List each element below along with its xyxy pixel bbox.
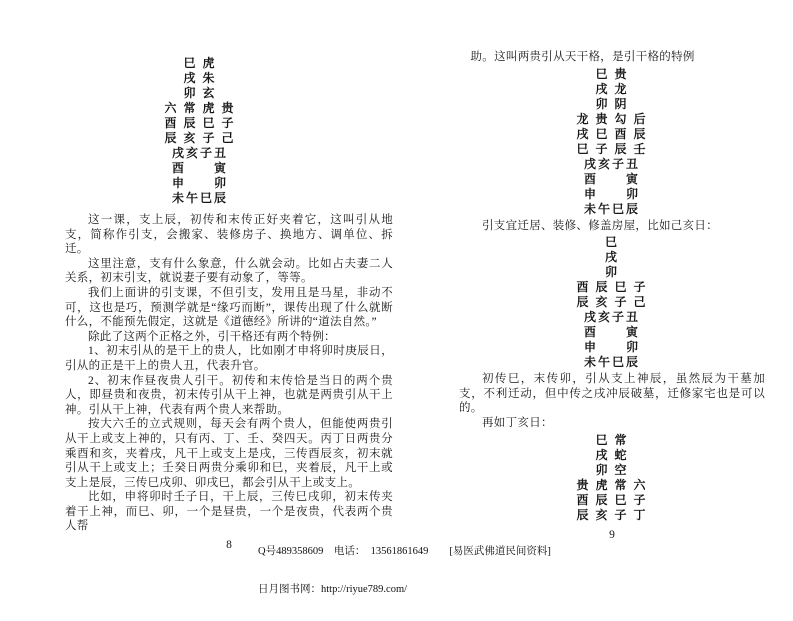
chart-row: 巳 子 辰 壬: [576, 141, 648, 156]
chart-row: 申 卯: [171, 176, 228, 190]
paragraph: 这一课，支上辰，初传和末传正好夹着它，这叫引从地支，简称作引支，会搬家、装修房子、换地方、调单位、拆迁。: [65, 214, 393, 256]
chart-row: 酉 辰 巳 子: [164, 116, 236, 130]
paragraph: 2、初末作昼夜贵人引干。初传和末传恰是当日的两个贵人，即昼贵和夜贵，初末传引从干上神，也就是两贵引从干上神。引从干上神，代表有两个贵人来帮助。: [65, 374, 393, 416]
liuren-chart-left: [65, 56, 335, 206]
chart-row: 酉 寅: [171, 161, 228, 175]
paragraph: 我们上面讲的引支课，不但引支，发用且是马星，非动不可，这也是巧，预测学就是“缘巧而断”，课传出现了什么就断什么，不能预先假定，这就是《道德经》所讲的“道法自然。”: [65, 286, 393, 329]
chart-row: 卯 空: [595, 462, 629, 477]
chart-row: 酉 寅: [583, 325, 640, 340]
chart-row: 戌亥子丑: [171, 146, 228, 160]
paragraph: 初传巳，末传卯，引从支上神辰，虽然辰为干墓加支，不利迁动，但中传之戌冲辰破墓，迁修家宅也是可以的。: [459, 373, 765, 415]
chart-row: 戌 巳 酉 辰: [576, 126, 648, 141]
chart-row: 戌亥子丑: [583, 310, 640, 325]
page-right: [459, 50, 765, 542]
chart-row: 龙 贵 勾 后: [576, 111, 648, 126]
chart-row: 辰 亥 子 丁: [576, 507, 648, 522]
chart-row: 申 卯: [583, 186, 640, 201]
chart-row: 卯: [604, 265, 619, 280]
footer-url-line: 日月图书网：http://riyue789.com/: [258, 583, 408, 595]
chart-row: 戌 朱: [183, 71, 217, 85]
paragraph: 按大六壬的立式规则，每天会有两个贵人，但能使两贵引从干上或支上神的，只有丙、丁、壬、癸四天。丙丁日两贵分乘酉和亥，夹着戌，凡干上或支上是戌，三传酉辰亥，初末就引从干上或支上；壬癸日两贵分乘卯和巳，夹着辰，凡干上或支上是辰，三传巳戌卯、卯戌巳，都会引从干上或支上。: [65, 418, 393, 489]
chart-row: 巳 常: [595, 432, 629, 447]
page-number-right: 9: [609, 528, 615, 541]
chart-row: 辰 亥 子 己: [164, 131, 236, 145]
footer-contact-line: Q号489358609 电话： 13561861649 [易医武佛道民间资料]: [258, 546, 551, 557]
chart-row: 巳 贵: [595, 66, 629, 81]
paragraph: 引支宜迁居、装修、修盖房屋，比如己亥日：: [482, 219, 718, 232]
page-number-left: 8: [226, 539, 232, 552]
liuren-chart-jihai-day: [464, 235, 760, 370]
chart-row: 辰 亥 子 己: [576, 295, 648, 310]
liuren-chart-two-nobles: [464, 67, 760, 217]
liuren-chart-dinghai-day: [464, 433, 760, 523]
paragraph: 比如，申将卯时壬子日，干上辰，三传巳戌卯，初末传夹着干上神，而巳、卯，一个是昼贵，一个是夜贵，代表两个贵人帮: [65, 491, 393, 533]
paragraph: 这里注意，支有什么象意，什么就会动。比如占夫妻二人关系，初末引支，就说妻子要有动象了，等等。: [65, 257, 393, 285]
paragraph: 助。这叫两贵引从天干格，是引干格的特例: [470, 51, 695, 63]
chart-row: 酉 辰 巳 子: [576, 492, 648, 507]
chart-row: 酉 辰 巳 子: [576, 280, 648, 295]
chart-row: 戌 龙: [595, 81, 629, 96]
chart-row: 未午巳辰: [583, 201, 640, 216]
chart-row: 戌 蛇: [595, 447, 629, 462]
chart-row: 卯 玄: [183, 86, 217, 100]
paragraph: 1、初末引从的是干上的贵人，比如刚才申将卯时庚辰日，引从的正是干上的贵人丑，代表升官。: [65, 345, 393, 372]
chart-row: 申 卯: [583, 340, 640, 355]
chart-row: 戌: [604, 250, 619, 265]
footer-watermark: [258, 521, 551, 621]
chart-row: 酉 寅: [583, 171, 640, 186]
chart-row: 卯 阴: [595, 96, 629, 111]
chart-row: 未午巳辰: [171, 191, 228, 205]
chart-row: 巳 虎: [183, 56, 217, 70]
page-left: [65, 56, 393, 552]
chart-row: 巳: [604, 235, 619, 250]
chart-row: 贵 虎 常 六: [576, 477, 648, 492]
chart-row: 未午巳辰: [583, 355, 640, 370]
paragraph: 除此了这两个正格之外，引干格还有两个特例：: [88, 330, 336, 343]
chart-row: 戌亥子丑: [583, 156, 640, 171]
paragraph: 再如丁亥日：: [482, 416, 553, 429]
chart-row: 六 常 虎 贵: [164, 101, 236, 115]
